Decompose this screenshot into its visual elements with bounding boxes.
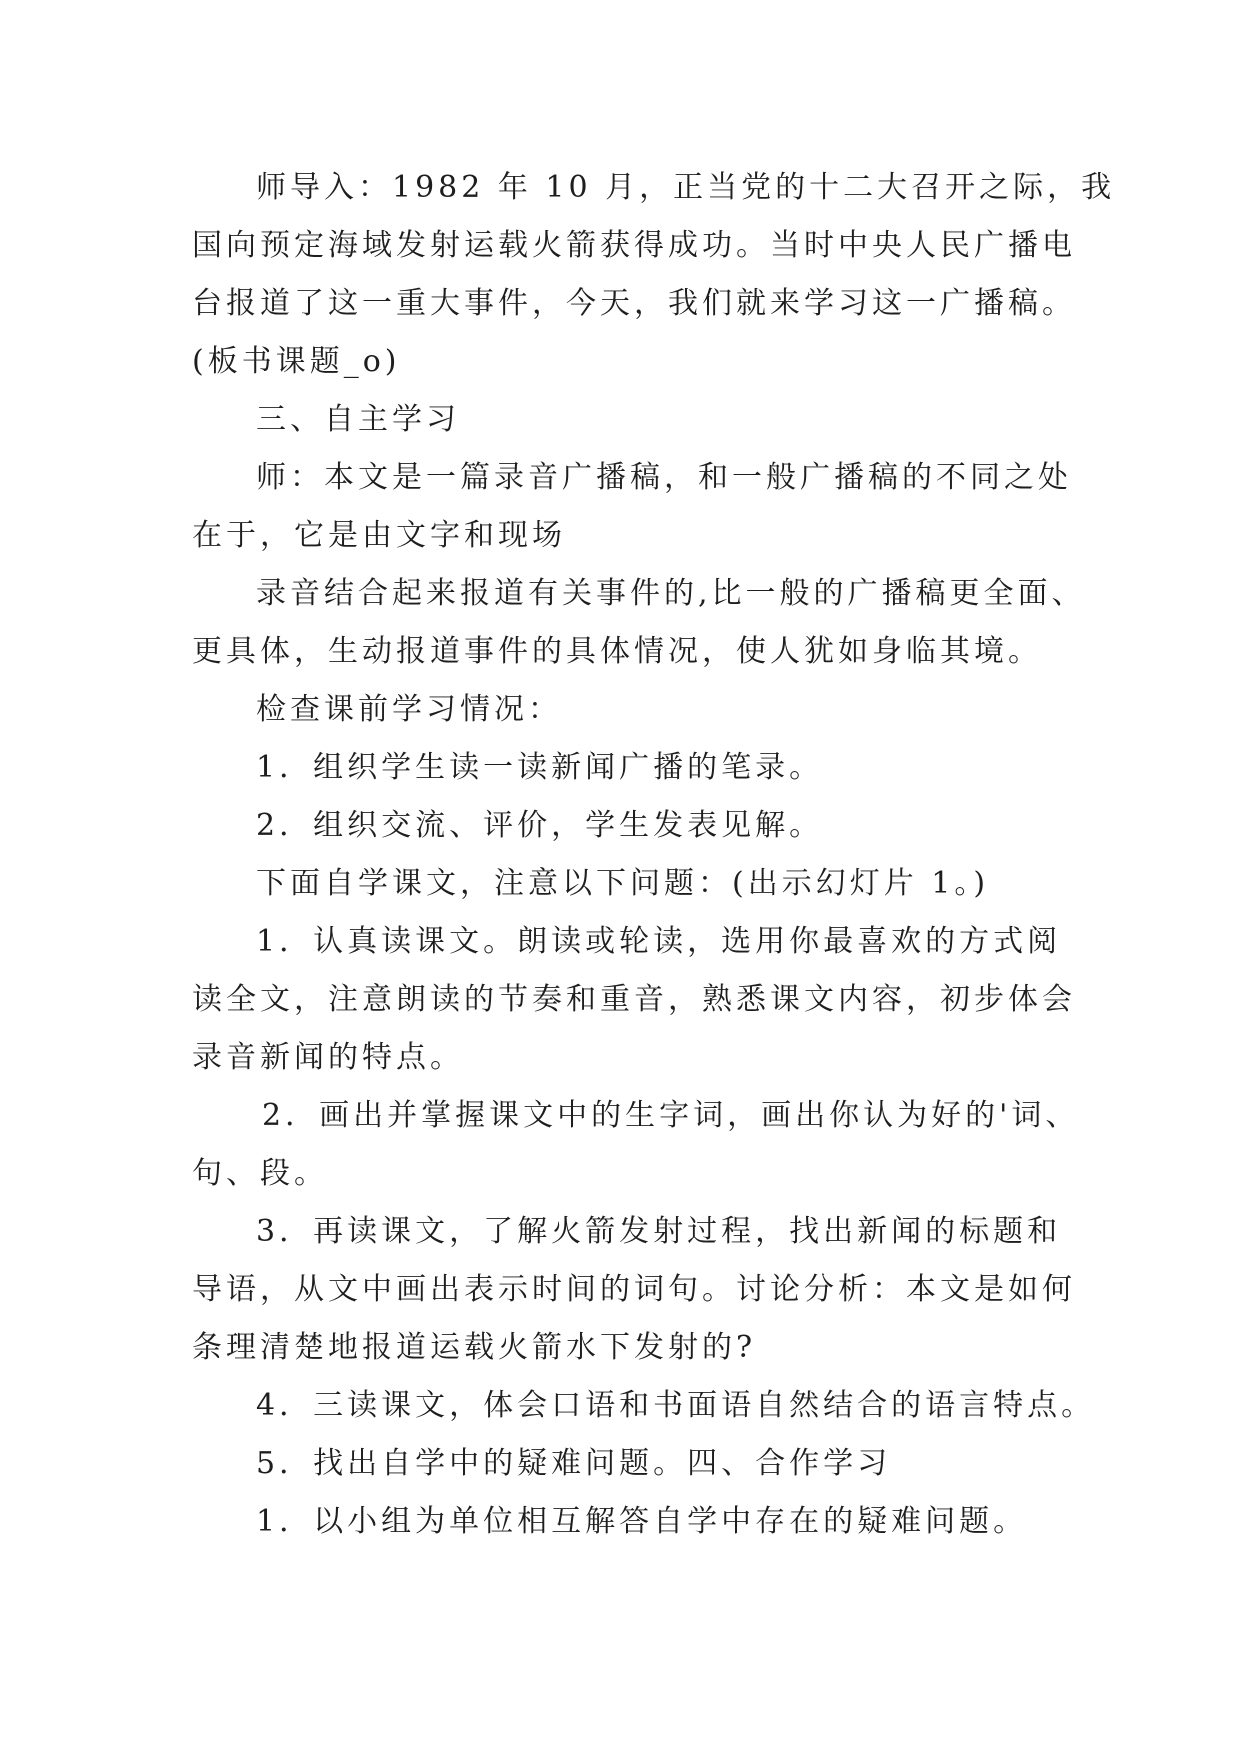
list-item-7: 5．找出自学中的疑难问题。四、合作学习 — [256, 1446, 892, 1481]
text-line-8: 录音结合起来报道有关事件的,比一般的广播稿更全面、 — [256, 576, 1086, 611]
list-item-1: 1．组织学生读一读新闻广播的笔录。 — [256, 750, 824, 785]
text-line-13: 下面自学课文，注意以下问题：(出示幻灯片 1。) — [256, 866, 990, 901]
text-line-10: 检查课前学习情况： — [256, 692, 562, 727]
text-line-7: 在于，它是由文字和现场 — [192, 518, 566, 553]
text-line-9: 更具体，生动报道事件的具体情况，使人犹如身临其境。 — [192, 634, 1042, 669]
list-item-3: 1．认真读课文。朗读或轮读，选用你最喜欢的方式阅 — [256, 924, 1062, 959]
text-line-4: (板书课题_o) — [192, 344, 401, 379]
text-line-21: 条理清楚地报道运载火箭水下发射的? — [192, 1330, 757, 1365]
list-item-2: 2．组织交流、评价，学生发表见解。 — [256, 808, 824, 843]
text-line-6: 师：本文是一篇录音广播稿，和一般广播稿的不同之处 — [256, 460, 1072, 495]
text-line-15: 读全文，注意朗读的节奏和重音，熟悉课文内容，初步体会 — [192, 982, 1076, 1017]
text-line-20: 导语，从文中画出表示时间的词句。讨论分析：本文是如何 — [192, 1272, 1076, 1307]
text-line-3: 台报道了这一重大事件，今天，我们就来学习这一广播稿。 — [192, 286, 1076, 321]
text-line-1: 师导入：1982 年 10 月，正当党的十二大召开之际，我 — [256, 170, 1116, 205]
list-item-5: 3．再读课文，了解火箭发射过程，找出新闻的标题和 — [256, 1214, 1062, 1249]
text-line-2: 国向预定海域发射运载火箭获得成功。当时中央人民广播电 — [192, 228, 1076, 263]
list-item-4: 2．画出并掌握课文中的生字词，画出你认为好的'词、 — [262, 1098, 1080, 1133]
list-item-6: 4．三读课文，体会口语和书面语自然结合的语言特点。 — [256, 1388, 1096, 1423]
list-item-8: 1．以小组为单位相互解答自学中存在的疑难问题。 — [256, 1504, 1028, 1539]
text-line-16: 录音新闻的特点。 — [192, 1040, 464, 1075]
section-heading: 三、自主学习 — [256, 402, 460, 437]
text-line-18: 句、段。 — [192, 1156, 328, 1191]
